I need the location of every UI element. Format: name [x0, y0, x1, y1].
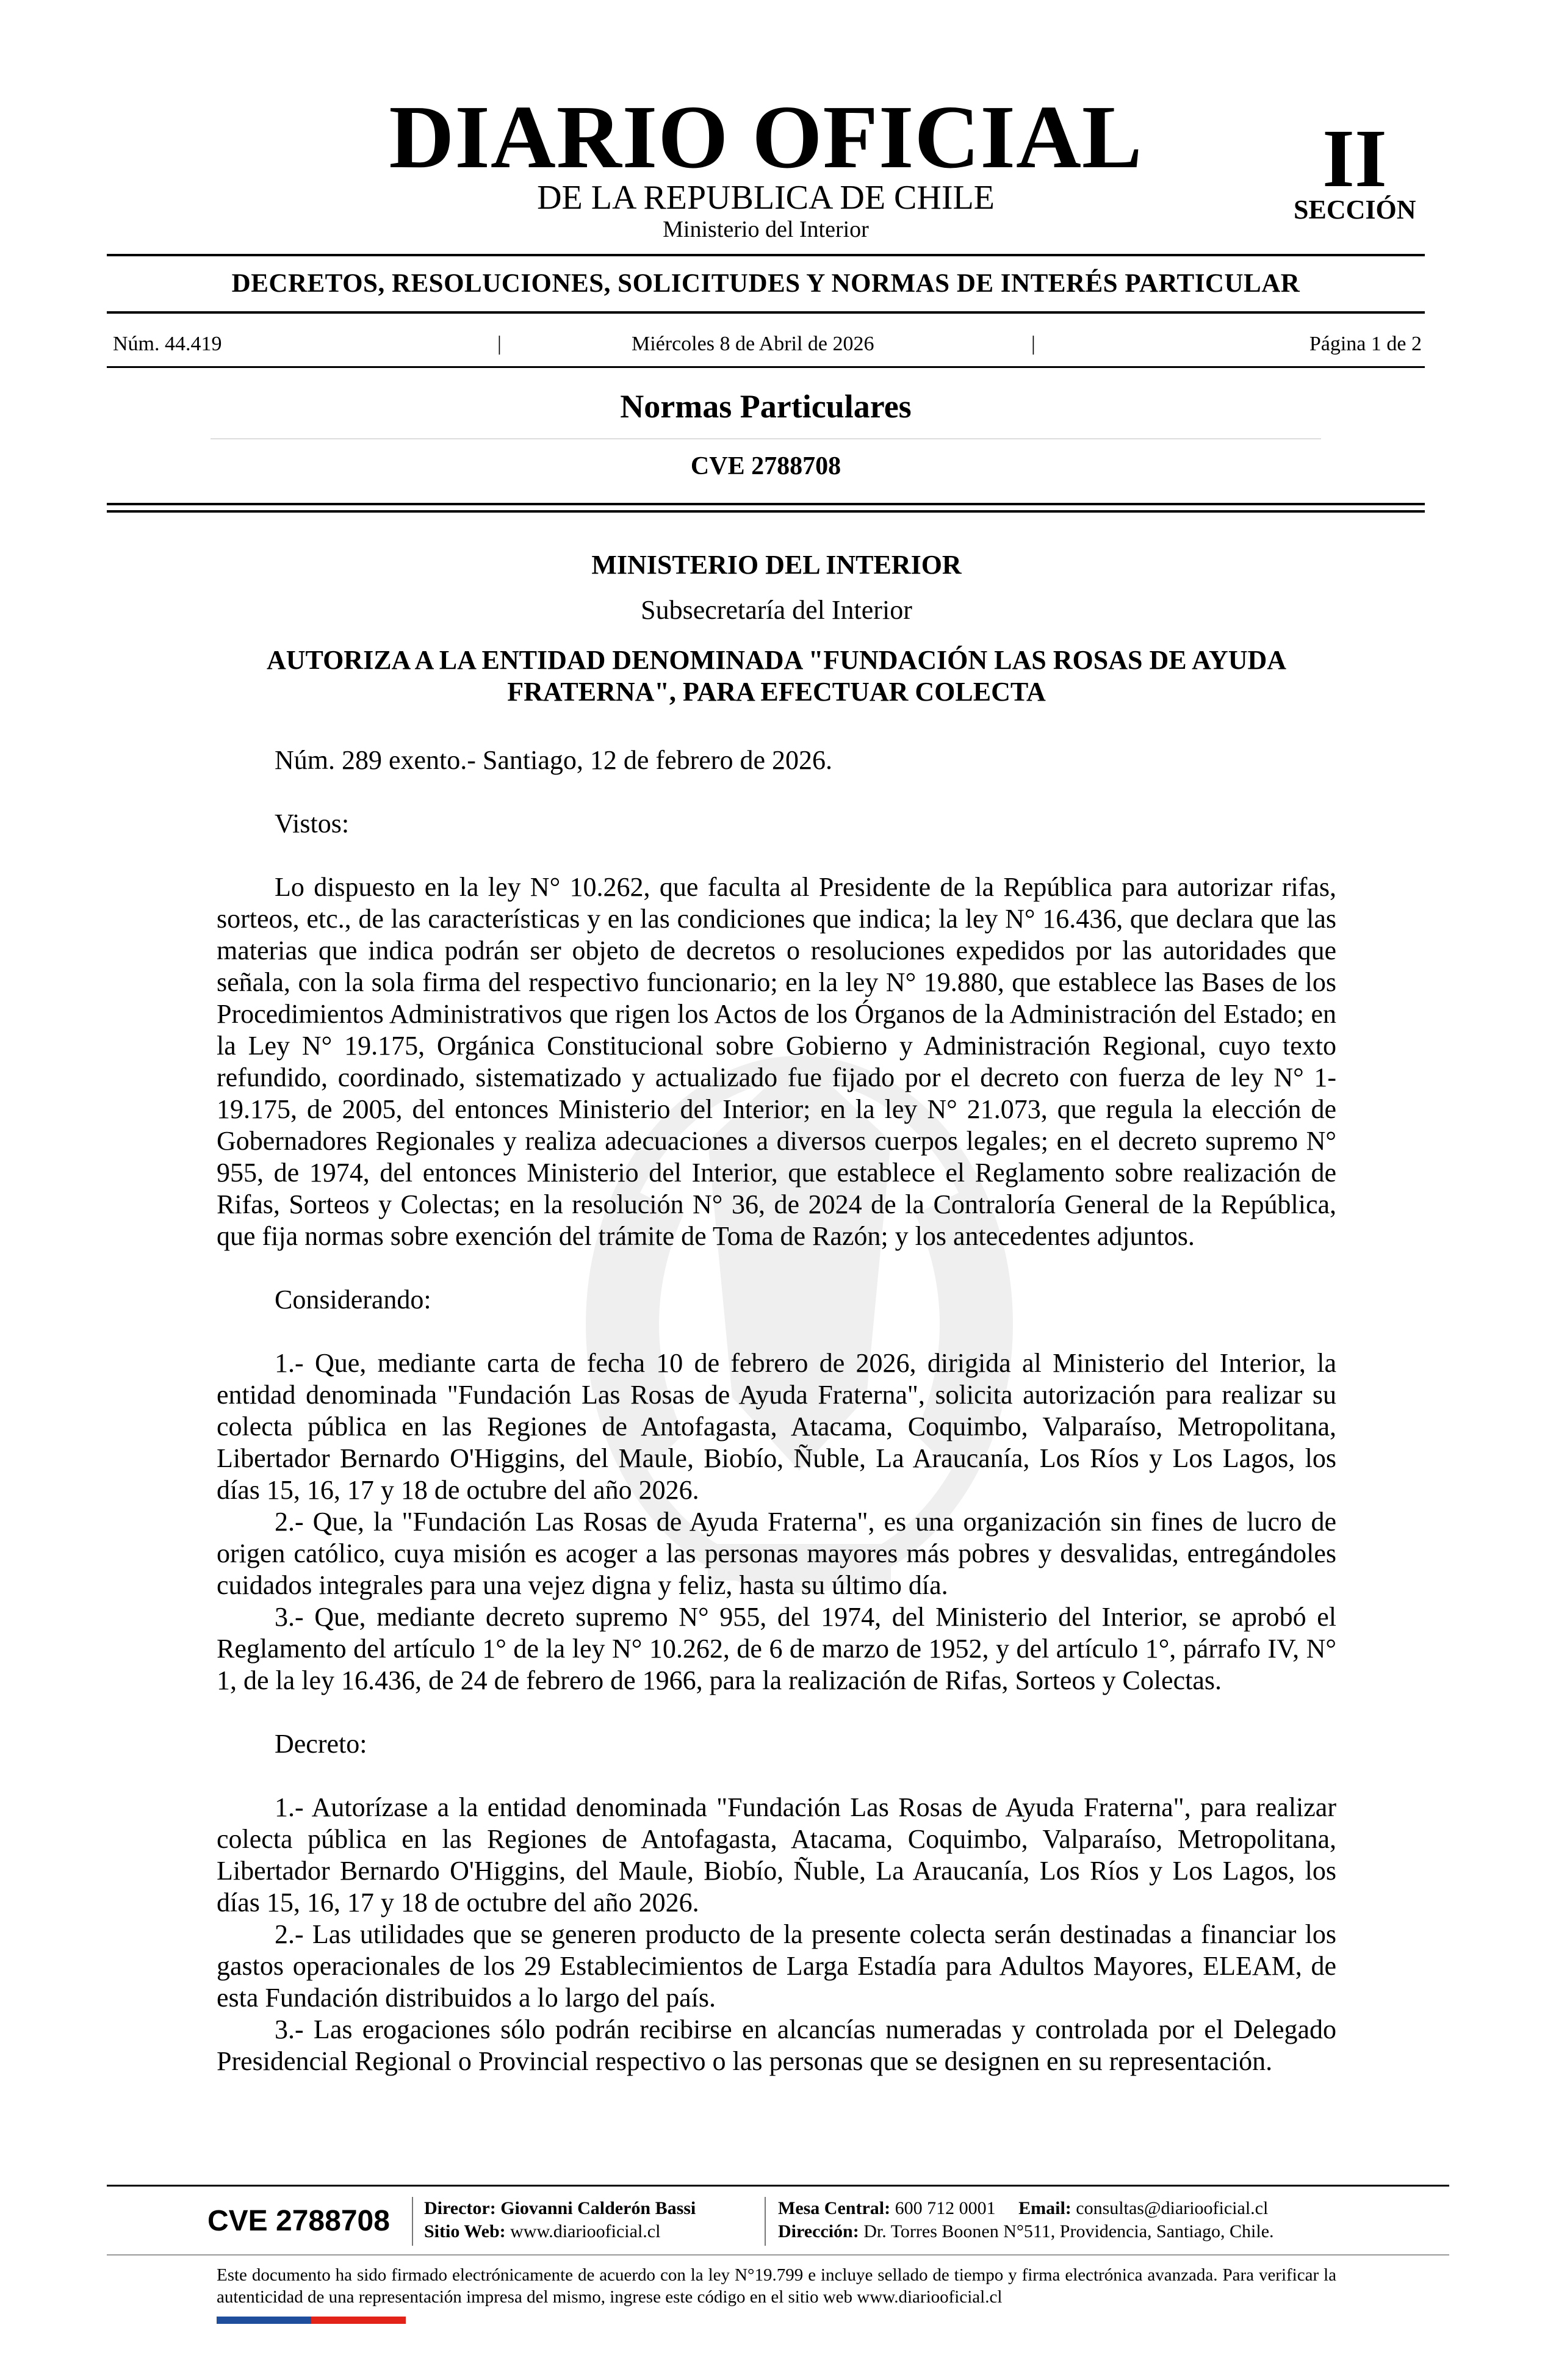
issue-number: Núm. 44.419 [113, 333, 222, 355]
cve-code: CVE 2788708 [690, 452, 841, 480]
flag-red-segment [311, 2317, 406, 2324]
decreto-item: 3.- Las erogaciones sólo podrán recibirse en alcancías numeradas y controlada por el Delegado Presidencial Regional o Provincial respectivo o las personas que se designen en su representación. [217, 2014, 1336, 2076]
email-label: Email: [1018, 2198, 1072, 2218]
considerando-item: 1.- Que, mediante carta de fecha 10 de febrero de 2026, dirigida al Ministerio del Interior, la entidad denominada "Fundación Las Rosas de Ayuda Fraterna", solicita autorización para realizar su colecta pública en las Regiones de Antofagasta, Atacama, Coquimbo, Valparaíso, Metropolitana, Libertador Bernardo O'Higgins, del Maule, Biobío, Ñuble, La Araucanía, Los Ríos y Los Lagos, los días 15, 16, 17 y 18 de octubre del año 2026. [217, 1348, 1336, 1505]
section-banner: DECRETOS, RESOLUCIONES, SOLICITUDES Y NORMAS DE INTERÉS PARTICULAR [231, 269, 1300, 298]
flag-blue-segment [217, 2317, 311, 2324]
cve-rule-1 [107, 503, 1425, 505]
director-name: Giovanni Calderón Bassi [500, 2198, 696, 2218]
issuing-ministry: MINISTERIO DEL INTERIOR [591, 550, 962, 580]
vistos-heading: Vistos: [275, 809, 350, 838]
cve-rule-2 [107, 510, 1425, 513]
footer-cve-code: CVE 2788708 [207, 2205, 390, 2237]
phone-label: Mesa Central: [778, 2198, 891, 2218]
footer-rule [107, 2185, 1449, 2187]
section-label: SECCIÓN [1294, 195, 1416, 225]
norms-divider [211, 438, 1321, 439]
info-separator: | [1031, 333, 1036, 355]
issue-info-bar [113, 333, 1422, 363]
considerando-item: 2.- Que, la "Fundación Las Rosas de Ayuda Fraterna", es una organización sin fines de lucro de origen católico, cuya misión es acoger a las personas mayores más pobres y desvalidas, entregándoles cuidados integrales para una vejez digna y feliz, hasta su último día. [217, 1507, 1336, 1600]
issue-date: Miércoles 8 de Abril de 2026 [632, 333, 874, 355]
footer-divider [765, 2197, 766, 2246]
section-mark [1294, 113, 1416, 225]
resolution-title: AUTORIZA A LA ENTIDAD DENOMINADA "FUNDACIÓN LAS ROSAS DE AYUDA FRATERNA", PARA EFECTUAR COLECTA [266, 645, 1287, 707]
header-ministry: Ministerio del Interior [663, 217, 869, 242]
decreto-heading: Decreto: [275, 1729, 367, 1759]
considerando-heading: Considerando: [275, 1285, 431, 1314]
director-label: Director: [424, 2198, 496, 2218]
decreto-item: 2.- Las utilidades que se generen producto de la presente colecta serán destinadas a financiar los gastos operacionales de los 29 Establecimientos de Larga Estadía para Adultos Mayores, ELEAM, de esta Fundación distribuidos a lo largo del país. [217, 1919, 1336, 2013]
footer-rule-secondary [107, 2254, 1449, 2256]
address-text: Dr. Torres Boonen N°511, Providencia, Santiago, Chile. [863, 2221, 1274, 2241]
email-link[interactable]: consultas@diariooficial.cl [1076, 2198, 1269, 2218]
footer-contact-block [778, 2197, 1274, 2243]
website-link[interactable]: www.diariooficial.cl [510, 2221, 661, 2241]
phone-number: 600 712 0001 [895, 2198, 996, 2218]
website-label: Sitio Web: [424, 2221, 506, 2241]
info-separator: | [497, 333, 502, 355]
header-rule-mid [107, 311, 1425, 314]
address-label: Dirección: [778, 2221, 859, 2241]
vistos-paragraph: Lo dispuesto en la ley N° 10.262, que faculta al Presidente de la República para autorizar rifas, sorteos, etc., de las características y en las condiciones que indica; la ley N° 16.436, que declara que las materias que indica podrán ser objeto de decretos o resoluciones expedidos por las autoridades que señala, con la sola firma del respectivo funcionario; en la ley N° 19.880, que establece las Bases de los Procedimientos Administrativos que rigen los Actos de los Órganos de la Administración del Estado; en la Ley N° 19.175, Orgánica Constitucional sobre Gobierno y Administración Regional, cuyo texto refundido, coordinado, sistematizado y actualizado fue fijado por el decreto con fuerza de ley N° 1-19.175, de 2005, del entonces Ministerio del Interior; en la ley N° 21.073, que regula la elección de Gobernadores Regionales y realiza adecuaciones a diversos cuerpos legales; en el decreto supremo N° 955, de 1974, del entonces Ministerio del Interior, que establece el Reglamento sobre realización de Rifas, Sorteos y Colectas; en la resolución N° 36, de 2024 de la Contraloría General de la República, que fija normas sobre exención del trámite de Toma de Razón; y los antecedentes adjuntos. [217, 872, 1336, 1251]
newspaper-title: DIARIO OFICIAL [389, 87, 1143, 187]
norms-title: Normas Particulares [620, 388, 912, 425]
header-rule-top [107, 254, 1425, 256]
issuing-subsecretary: Subsecretaría del Interior [641, 595, 912, 625]
decree-number-line: Núm. 289 exento.- Santiago, 12 de febrero de 2026. [275, 745, 832, 775]
newspaper-subtitle: DE LA REPUBLICA DE CHILE [537, 179, 995, 217]
footer-divider [412, 2197, 413, 2246]
electronic-signature-note: Este documento ha sido firmado electrónicamente de acuerdo con la ley N°19.799 e incluye sellado de tiempo y firma electrónica avanzada. Para verificar la autenticidad de una representación impresa del mismo, ingrese este código en el sitio web www.diariooficial.cl [217, 2265, 1336, 2307]
page-indicator: Página 1 de 2 [1309, 333, 1422, 355]
considerando-item: 3.- Que, mediante decreto supremo N° 955, del 1974, del Ministerio del Interior, se aprobó el Reglamento del artículo 1° de la ley N° 10.262, de 6 de marzo de 1952, y del artículo 1°, párrafo IV, N° 1, de la ley 16.436, de 24 de febrero de 1966, para la realización de Rifas, Sorteos y Colectas. [217, 1602, 1336, 1695]
infobar-rule [107, 366, 1425, 368]
document-body [217, 549, 1336, 2077]
section-roman: II [1322, 113, 1387, 204]
footer-director-block [424, 2197, 696, 2243]
decreto-item: 1.- Autorízase a la entidad denominada "Fundación Las Rosas de Ayuda Fraterna", para realizar colecta pública en las Regiones de Antofagasta, Atacama, Coquimbo, Valparaíso, Metropolitana, Libertador Bernardo O'Higgins, del Maule, Biobío, Ñuble, La Araucanía, Los Ríos y Los Lagos, los días 15, 16, 17 y 18 de octubre del año 2026. [217, 1792, 1336, 1917]
